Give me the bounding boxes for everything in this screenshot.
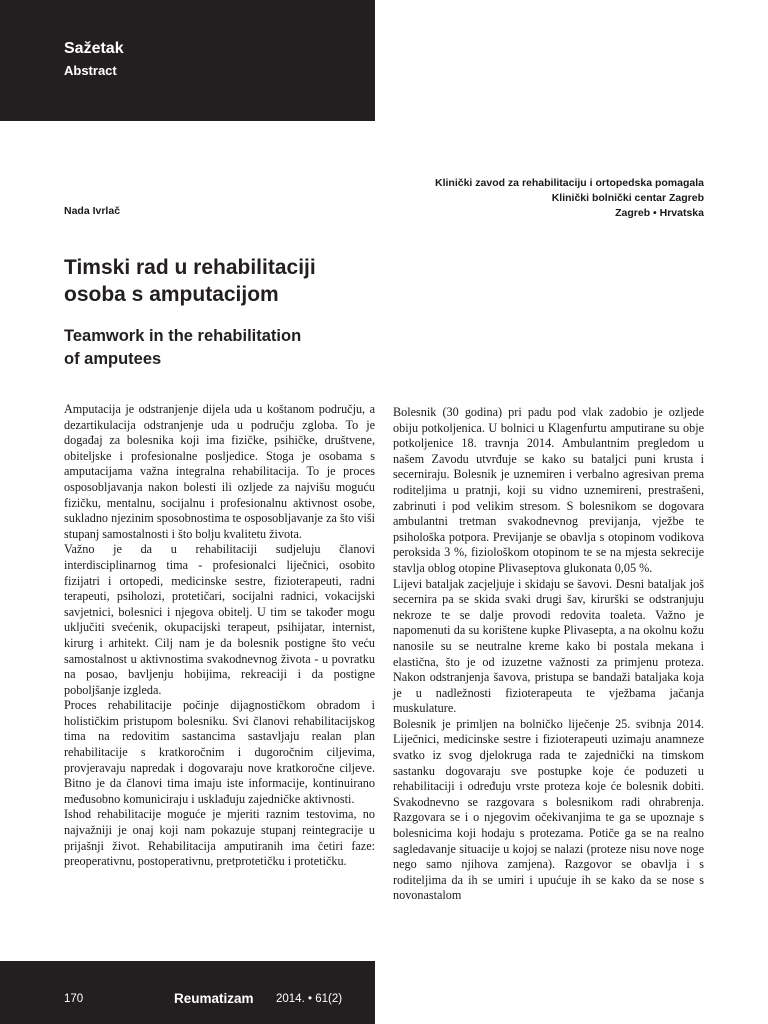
- page-number: 170: [64, 993, 84, 1005]
- section-heading: Sažetak: [64, 40, 124, 57]
- article-title: [64, 254, 384, 308]
- journal-issue: 2014. • 61(2): [276, 993, 343, 1005]
- title-line: Timski rad u rehabilitaciji: [64, 256, 316, 279]
- body-paragraph: Lijevi bataljak zacjeljuje i skidaju se šavovi. Desni bataljak još secernira pa se skida svaki drugi šav, kirurški se odstranjuju nekroze te se dalje provodi redovita toaleta. Važno je napomenuti da su korištene kupke Plivasepta, a na okolnu kožu nanosile su se neutralne kreme kako bi postala mekana i elastična, što je od izuzetne važnosti za primjenu proteza. Nakon odstranjenja šavova, pristupa se bandaži bataljaka koja je u nadležnosti fizioterapeuta te vježbama jačanja muskulature.: [393, 576, 704, 716]
- article-subtitle: [64, 325, 384, 371]
- page-footer: [0, 961, 375, 1024]
- body-paragraph: Ishod rehabilitacije moguće je mjeriti raznim testovima, no najvažniji je onaj koji nam pokazuje stupanj reintegracije u prijašnji život. Rehabilitacija amputiranih ima četiri faze: preoperativnu, postoperativnu, pretprotetičku i protetičku.: [64, 807, 375, 869]
- author-name: Nada Ivrlač: [64, 205, 121, 217]
- body-paragraph: Amputacija je odstranjenje dijela uda u koštanom području, a dezartikulacija odstranjenje uda u području zgloba. To je događaj za bolesnika koji ima fizičke, psihičke, društvene, obiteljske i profesionalne posljedice. Stoga je osobama s amputacijama važna integralna rehabilitacija. To je proces osposobljavanja nakon bolesti ili ozljede za najvišu moguću fizičku, mentalnu, socijalnu i profesionalnu aktivnost osobe, sukladno njezinim sposobnostima te osposobljavanje za što viši stupanj samostalnosti i što bolju kvalitetu života.: [64, 402, 375, 541]
- affiliation-line: Klinički zavod za rehabilitaciju i ortopedska pomagala: [435, 177, 704, 189]
- journal-name: Reumatizam: [174, 991, 254, 1006]
- body-paragraph: Važno je da u rehabilitaciji sudjeluju članovi interdisciplinarnog tima - profesionalci liječnici, osobito fizijatri i ortopedi, medicinske sestre, fizioterapeuti, radni terapeuti, psiholozi, protetičari, socijalni radnici, vokacijski savjetnici, bolesnici i njegova obitelj. U tim se također mogu uključiti svećenik, okupacijski terapeut, psihijatar, internist, kirurg i arhitekt. Cilj nam je da bolesnik postigne što veću samostalnost u aktivnostima svakodnevnog života - u povratku na posao, bavljenju hobijima, rekreaciji i da postigne poboljšanje izgleda.: [64, 542, 375, 697]
- affiliation-line: Zagreb • Hrvatska: [615, 207, 704, 219]
- affiliation-line: Klinički bolnički centar Zagreb: [551, 192, 704, 204]
- body-paragraph: Bolesnik je primljen na bolničko liječenje 25. svibnja 2014. Liječnici, medicinske sestre i fizioterapeuti uzimaju anamneze svatko iz svog djelokruga rada te zajednički na timskom sastanku dogovaraju sve postupke koje će poduzeti u rehabilitaciji i određuju vrste proteza koje će bolesnik dobiti. Svakodnevno se razgovara s bolesnikom radi ohrabrenja. Razgovara se i o njegovim očekivanjima te ga se upoznaje s bolesnicima koji hodaju s protezama. Potiče ga se na realno sagledavanje situacije u kojoj se nalazi (proteze nisu nove noge nego samo njihova zamjena). Razgovor se obavlja i s roditeljima da ih se umiri i upućuje ih se kako da se nose s novonastalom: [393, 716, 704, 903]
- section-subheading: Abstract: [64, 63, 117, 78]
- subtitle-line: Teamwork in the rehabilitation: [64, 327, 302, 345]
- author-affiliation: [435, 176, 704, 221]
- title-line: osoba s amputacijom: [64, 283, 279, 306]
- body-paragraph: Proces rehabilitacije počinje dijagnostičkom obradom i holističkim pristupom bolesniku. Svi članovi rehabilitacijskog tima na redovitim sastancima sastavljaju realan plan rehabilitacije s kratkoročnim i dugoročnim ciljevima, provjeravaju napredak i dogovaraju nove kratkoročne ciljeve. Bitno je da članovi tima imaju iste informacije, kontinuirano međusobno komuniciraju i usklađuju zajedničke aktivnosti.: [64, 698, 375, 806]
- abstract-header-block: [0, 0, 375, 121]
- right-text-column: [393, 405, 704, 904]
- left-text-column: [64, 402, 375, 870]
- body-paragraph: Bolesnik (30 godina) pri padu pod vlak zadobio je ozljede obiju potkoljenica. U bolnici u Klagenfurtu amputirane su obje potkoljenice 18. travnja 2014. Ambulantnim pregledom u našem Zavodu utvrđuje se kako su bataljci puni krusta i secerniraju. Bolesnik je uznemiren i verbalno agresivan prema roditeljima u pratnji, koji su vidno uznemireni, prestrašeni, zabrinuti i pod velikim stresom. S bolesnikom se dogovara ambulantni tretman svakodnevnog previjanja, vježbe te psihološka potpora. Previjanje se obavlja s otopinom vodikova peroksida 3 %, fiziološkom otopinom te se na mjesta sekrecije stavlja oblog otopine Plivaseptova glukonata 0,05 %.: [393, 405, 704, 575]
- subtitle-line: of amputees: [64, 350, 162, 368]
